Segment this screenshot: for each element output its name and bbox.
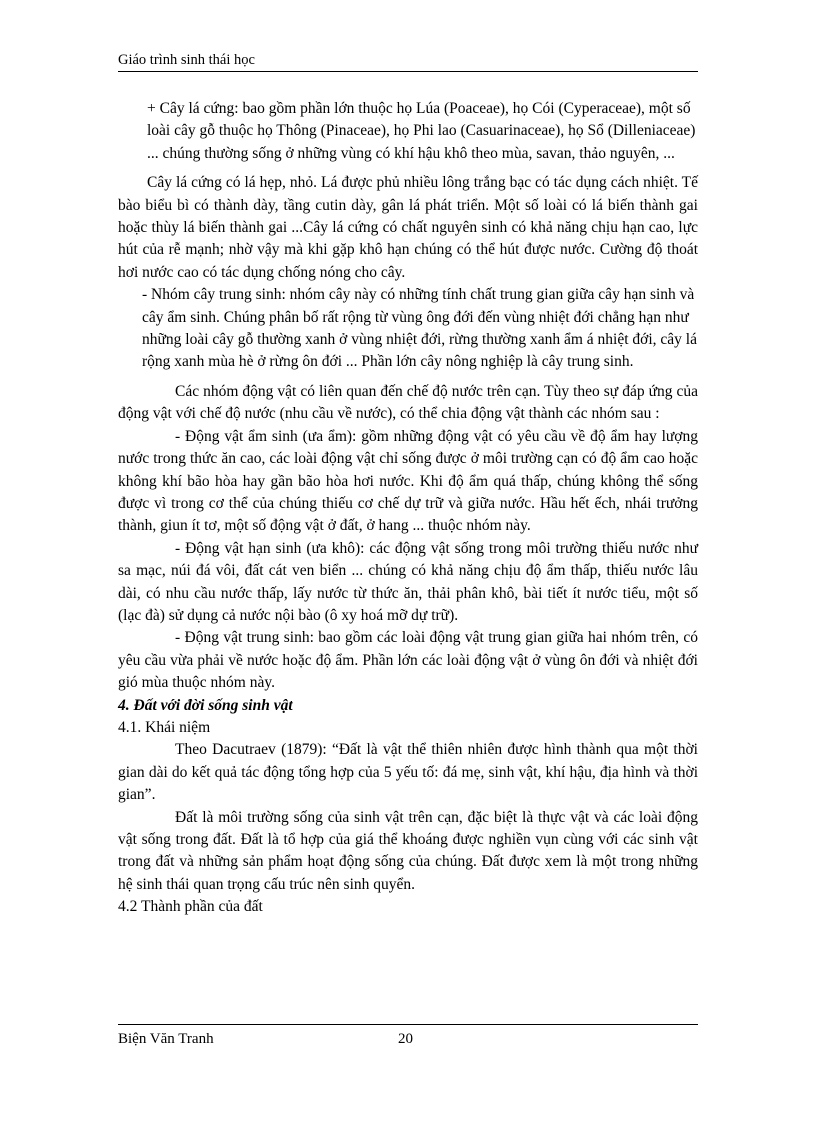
footer-author: Biện Văn Tranh [118, 1031, 214, 1047]
subsection-heading-4-1: 4.1. Khái niệm [118, 718, 211, 736]
subsection-heading-4-2: 4.2 Thành phần của đất [118, 898, 263, 916]
paragraph-soil-definition: Theo Dacutraev (1879): “Đất là vật thể thiên nhiên được hình thành qua một thời gian dài do kết quả tác động tổng hợp của 5 yếu tố: đá mẹ, sinh vật, khí hậu, địa hình và thời gian”. [118, 741, 698, 804]
paragraph-hard-leaf-plants: + Cây lá cứng: bao gồm phần lớn thuộc họ Lúa (Poaceae), họ Cói (Cyperaceae), một số loài cây gỗ thuộc họ Thông (Pinaceae), họ Phi lao (Casuarinaceae), họ Sổ (Dilleniaceae) ... chúng thường sống ở những vùng có khí hậu khô theo mùa, savan, thảo nguyên, ... [147, 100, 696, 162]
paragraph-mesophyte-plants: - Nhóm cây trung sinh: nhóm cây này có những tính chất trung gian giữa cây hạn sinh và cây ẩm sinh. Chúng phân bố rất rộng từ vùng ông đới đến vùng nhiệt đới chẳng hạn như những loài cây gỗ thường xanh ở vùng nhiệt đới, rừng thường xanh ẩm á nhiệt đới, cây lá rộng xanh mùa hè ở rừng ôn đới ... Phần lớn cây nông nghiệp là cây trung sinh. [142, 286, 697, 371]
footer-page-number: 20 [398, 1031, 413, 1047]
header-rule [118, 71, 698, 72]
paragraph-animal-groups: Các nhóm động vật có liên quan đến chế độ nước trên cạn. Tùy theo sự đáp ứng của động vật với chế độ nước (nhu cầu về nước), có thể chia động vật thành các nhóm sau : [118, 382, 698, 423]
page-header-title: Giáo trình sinh thái học [118, 52, 255, 68]
paragraph-soil-environment: Đất là môi trường sống của sinh vật trên cạn, đặc biệt là thực vật và các loài động vật sống trong đất. Đất là tổ hợp của giá thể khoáng được nghiền vụn cùng với các sinh vật trong đất và những sản phẩm hoạt động sống của chúng. Đất được xem là một trong những hệ sinh thái quan trọng cấu trúc nên sinh quyển. [118, 808, 698, 893]
footer-rule [118, 1024, 698, 1025]
paragraph-xerophilous-animals: - Động vật hạn sinh (ưa khô): các động vật sống trong môi trường thiếu nước như sa mạc, núi đá vôi, đất cát ven biển ... chúng có khả năng chịu độ ẩm thấp, thiếu nước lâu dài, có nhu cầu nước thấp, lấy nước từ thức ăn, thải phân khô, bài tiết ít nước tiểu, một số (lạc đà) sử dụng cả nước nội bào (ô xy hoá mỡ dự trữ). [118, 539, 698, 624]
paragraph-mesophilous-animals: - Động vật trung sinh: bao gồm các loài động vật trung gian giữa hai nhóm trên, có yêu cầu vừa phải về nước hoặc độ ẩm. Phần lớn các loài động vật ở vùng ôn đới và nhiệt đới gió mùa thuộc nhóm này. [118, 629, 698, 692]
paragraph-hard-leaf-traits: Cây lá cứng có lá hẹp, nhỏ. Lá được phủ nhiều lông trắng bạc có tác dụng cách nhiệt. Tế bào biểu bì có thành dày, tầng cutin dày, gân lá phát triển. Một số loài có lá biến thành gai hoặc thùy lá biến thành gai ...Cây lá cứng có chất nguyên sinh có khả năng chịu hạn cao, lực hút của rễ mạnh; nhờ vậy mà khi gặp khô hạn chúng có thể hút được nước. Cường độ thoát hơi nước cao có tác dụng chống nóng cho cây. [118, 174, 698, 281]
page-body [118, 98, 698, 919]
paragraph-hygrophilous-animals: - Động vật ẩm sinh (ưa ẩm): gồm những động vật có yêu cầu về độ ẩm hay lượng nước trong thức ăn cao, các loài động vật chỉ sống được ở môi trường cạn có độ ẩm cao hoặc không khí bão hòa hay gần bão hòa hơi nước. Khi độ ẩm quá thấp, chúng không thể sống được vì trong cơ thể của chúng thiếu cơ chế dự trữ và giữa nước. Hầu hết ếch, nhái trưởng thành, giun ít tơ, một số động vật ở đất, ở hang ... thuộc nhóm này. [118, 427, 698, 535]
section-heading-4: 4. Đất với đời sống sinh vật [118, 696, 293, 714]
